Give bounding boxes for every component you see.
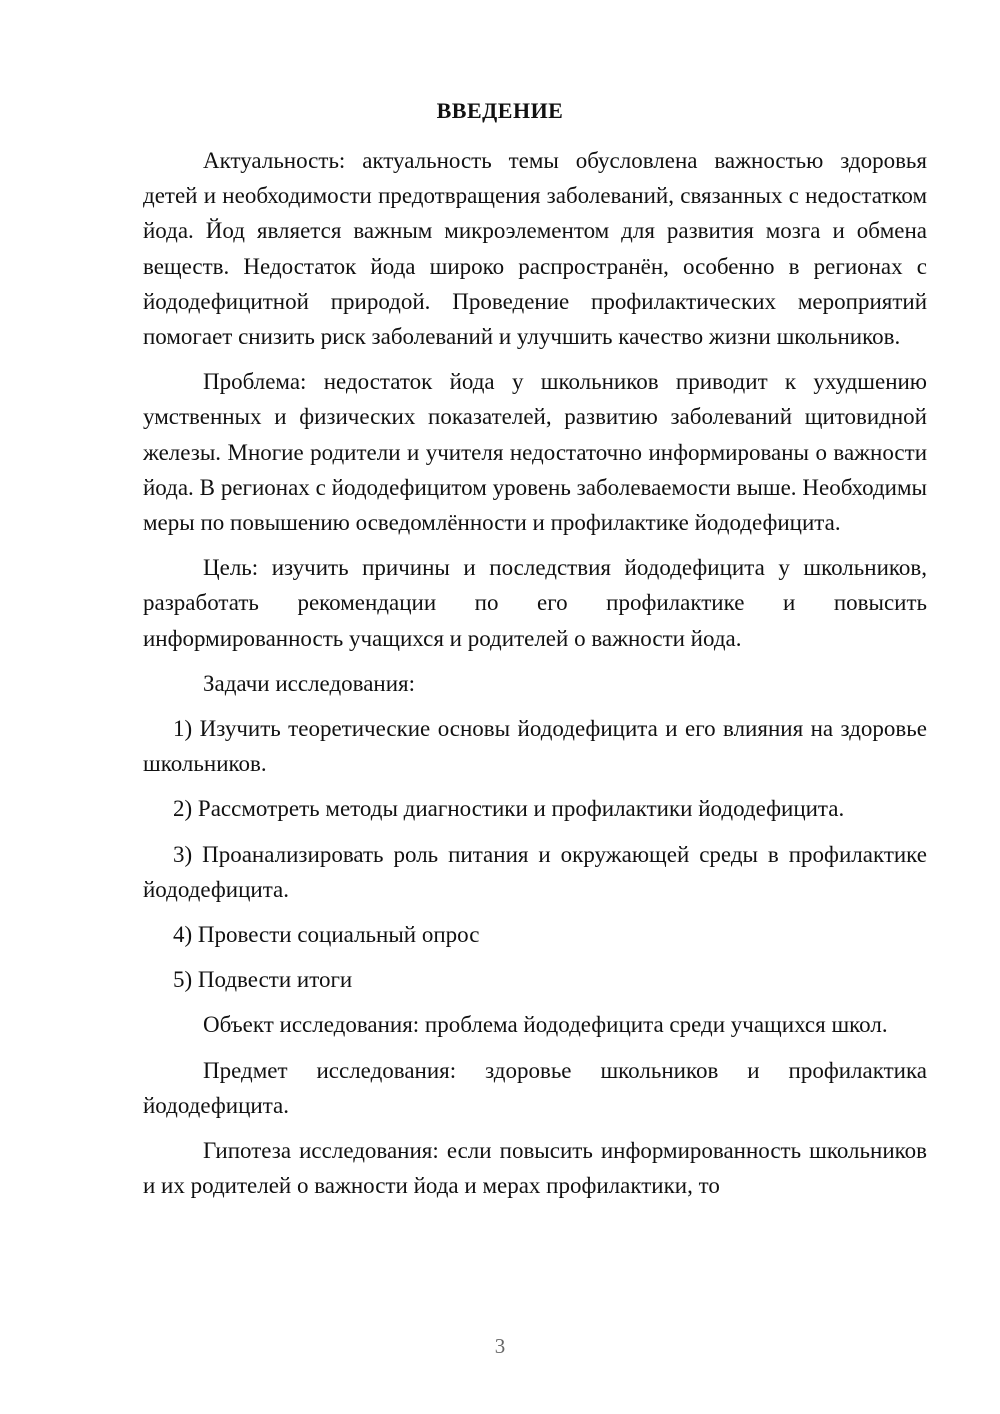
task-item-3: 3) Проанализировать роль питания и окружающей среды в профилактике йододефицита.: [143, 841, 927, 902]
paragraph-object: Объект исследования: проблема йододефицита среди учащихся школ.: [203, 1012, 888, 1038]
document-body: [143, 143, 927, 1203]
paragraph-hypothesis: Гипотеза исследования: если повысить информированность школьников и их родителей о важности йода и мерах профилактики, то: [143, 1138, 927, 1199]
paragraph-goal: Цель: изучить причины и последствия йододефицита у школьников, разработать рекомендации по его профилактике и повысить информированность учащихся и родителей о важности йода.: [143, 555, 927, 651]
paragraph-problem: Проблема: недостаток йода у школьников приводит к ухудшению умственных и физических показателей, развитию заболеваний щитовидной железы. Многие родители и учителя недостаточно информированы о важности йода. В регионах с йододефицитом уровень заболеваемости выше. Необходимы меры по повышению осведомлённости и профилактике йододефицита.: [143, 369, 927, 536]
task-item-2: 2) Рассмотреть методы диагностики и профилактики йододефицита.: [173, 796, 845, 822]
paragraph-subject: Предмет исследования: здоровье школьников и профилактика йододефицита.: [143, 1057, 927, 1118]
task-item-5: 5) Подвести итоги: [173, 967, 353, 993]
page-title: ВВЕДЕНИЕ: [436, 98, 564, 123]
page-number: 3: [494, 1334, 506, 1358]
paragraph-relevance: Актуальность: актуальность темы обусловлена важностью здоровья детей и необходимости предотвращения заболеваний, связанных с недостатком йода. Йод является важным микроэлементом для развития мозга и обмена веществ. Недостаток йода широко распространён, особенно в регионах с йододефицитной природой. Проведение профилактических мероприятий помогает снизить риск заболеваний и улучшить качество жизни школьников.: [143, 148, 927, 350]
paragraph-tasks-heading: Задачи исследования:: [203, 670, 416, 696]
task-item-4: 4) Провести социальный опрос: [173, 922, 480, 948]
task-item-1: 1) Изучить теоретические основы йододефицита и его влияния на здоровье школьников.: [143, 716, 927, 777]
